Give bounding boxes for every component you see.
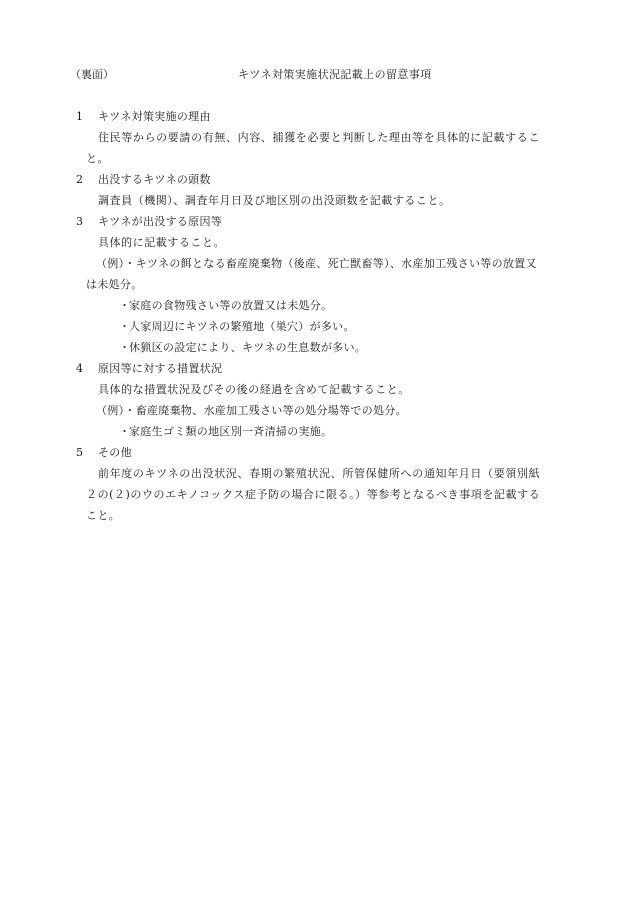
example-text: （例）・キツネの餌となる畜産廃棄物（後産、死亡獣畜等）、水産加工残さい等の放置又は未処分。 — [86, 257, 537, 291]
bullet-text: 家庭の食物残さい等の放置又は未処分。 — [129, 299, 333, 312]
bullet-mark: ・ — [119, 320, 131, 333]
example-text: （例）・畜産廃棄物、水産加工残さい等の処分場等での処分。 — [96, 404, 407, 417]
bullet-mark: ・ — [119, 341, 131, 354]
section-number: 5 — [76, 446, 83, 459]
bullet-text: 人家周辺にキツネの繁殖地（巣穴）が多い。 — [129, 320, 355, 333]
section-text: 前年度のキツネの出没状況、春期の繁殖状況、所管保健所への通知年月日（要領別紙２の(２)のウのエキノコックス症予防の場合に限る。）等参考となるべき事項を記載すること。 — [86, 467, 540, 522]
section-title: 出没するキツネの頭数 — [98, 173, 211, 186]
document-title: キツネ対策実施状況記載上の留意事項 — [238, 68, 432, 81]
bullet-item — [70, 337, 540, 358]
section-4 — [70, 358, 540, 442]
bullet-item — [70, 295, 540, 316]
section-1 — [70, 106, 540, 169]
section-text: 具体的な措置状況及びその後の経過を含めて記載すること。 — [98, 383, 410, 396]
section-text: 住民等からの要請の有無、内容、捕獲を必要と判断した理由等を具体的に記載すること。 — [86, 131, 540, 165]
section-title: キツネ対策実施の理由 — [98, 110, 211, 123]
section-title: その他 — [98, 446, 132, 459]
bullet-item — [70, 421, 540, 442]
bullet-mark: ・ — [119, 299, 131, 312]
bullet-text: 家庭生ゴミ類の地区別一斉清掃の実施。 — [129, 425, 333, 438]
bullet-mark: ・ — [119, 425, 131, 438]
section-number: 2 — [76, 173, 83, 186]
section-5 — [70, 442, 540, 526]
section-heading — [70, 211, 540, 232]
section-heading — [70, 169, 540, 190]
section-heading — [70, 358, 540, 379]
reverse-side-label: （裏面） — [70, 68, 114, 81]
section-heading — [70, 442, 540, 463]
bullet-text: 休猟区の設定により、キツネの生息数が多い。 — [129, 341, 367, 354]
section-number: 1 — [76, 110, 83, 123]
section-text: 調査員（機関）、調査年月日及び地区別の出没頭数を記載すること。 — [98, 194, 451, 207]
section-number: 4 — [76, 362, 83, 375]
section-title: 原因等に対する措置状況 — [98, 362, 223, 375]
section-heading — [70, 106, 540, 127]
section-number: 3 — [76, 215, 83, 228]
document-body — [70, 106, 540, 526]
bullet-item — [70, 316, 540, 337]
section-text: 具体的に記載すること。 — [98, 236, 226, 249]
document-header — [70, 66, 590, 82]
section-3 — [70, 211, 540, 358]
section-title: キツネが出没する原因等 — [98, 215, 223, 228]
section-2 — [70, 169, 540, 211]
